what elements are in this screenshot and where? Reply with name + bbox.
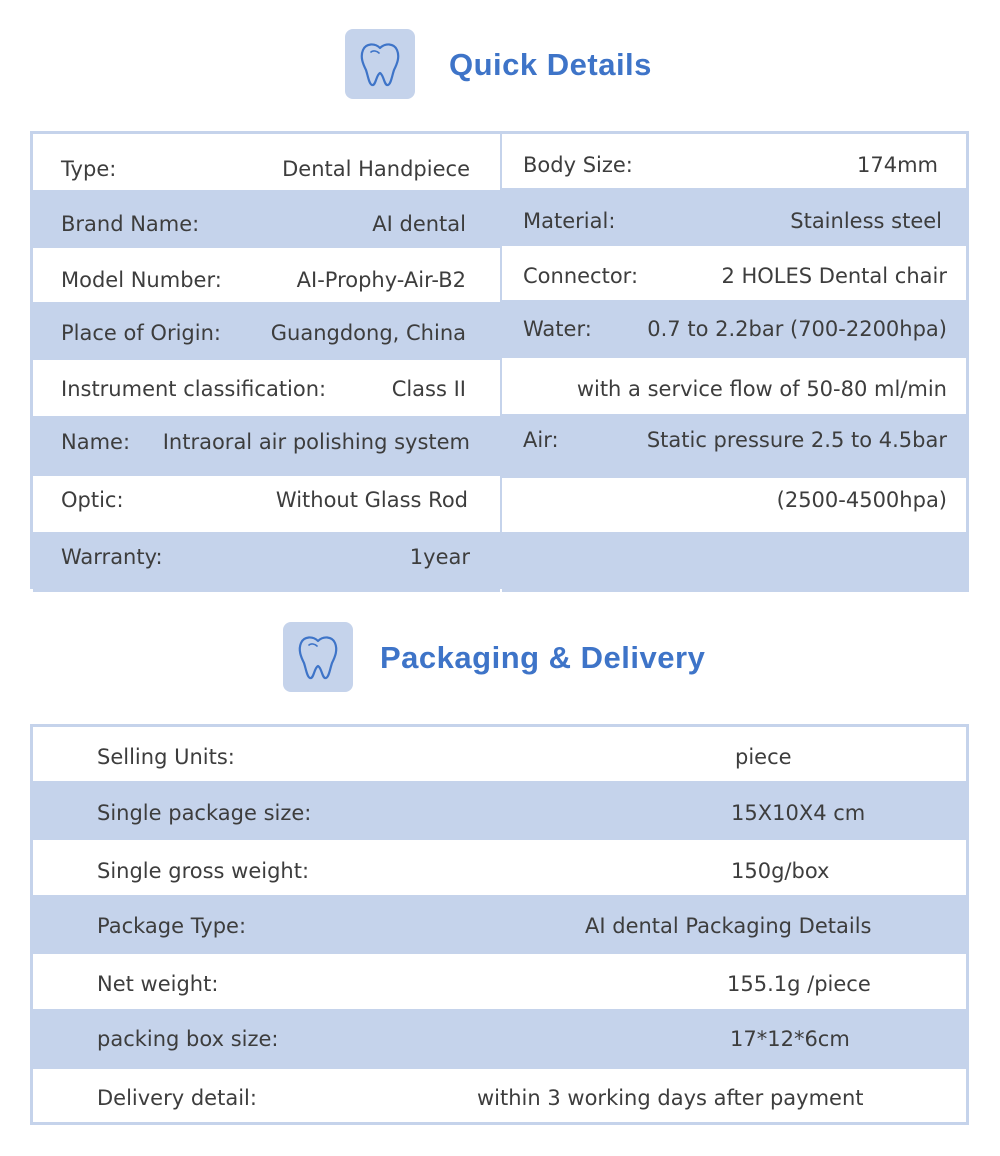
row-value: Dental Handpiece bbox=[282, 157, 470, 181]
quick-details-title: Quick Details bbox=[449, 47, 652, 82]
table-row bbox=[33, 360, 500, 416]
table-row bbox=[502, 532, 969, 592]
row-value: Without Glass Rod bbox=[275, 488, 468, 512]
row-label: Selling Units: bbox=[97, 745, 235, 769]
row-label: Place of Origin: bbox=[61, 321, 221, 345]
row-label: Single package size: bbox=[97, 801, 312, 825]
row-value: 1year bbox=[409, 545, 470, 569]
row-label: Water: bbox=[523, 317, 592, 341]
table-row bbox=[33, 727, 966, 781]
tooth-icon bbox=[283, 622, 353, 692]
quick-details-heading bbox=[0, 29, 1000, 101]
row-label: Type: bbox=[61, 157, 117, 181]
row-label: Warranty: bbox=[61, 545, 163, 569]
row-value: within 3 working days after payment bbox=[477, 1086, 864, 1110]
row-label: Single gross weight: bbox=[97, 859, 310, 883]
table-row bbox=[33, 1009, 966, 1069]
row-value: Stainless steel bbox=[790, 209, 942, 233]
table-row bbox=[33, 532, 500, 592]
row-label: Connector: bbox=[523, 264, 639, 288]
row-label: Optic: bbox=[61, 488, 124, 512]
table-row bbox=[502, 414, 969, 478]
table-row bbox=[33, 190, 500, 248]
row-value: AI dental bbox=[372, 212, 466, 236]
table-row bbox=[33, 248, 500, 302]
table-row bbox=[33, 954, 966, 1009]
row-value: with a service flow of 50-80 ml/min bbox=[576, 377, 947, 401]
quick-details-left-column bbox=[33, 134, 500, 592]
row-value: piece bbox=[735, 745, 792, 769]
table-row bbox=[33, 134, 500, 190]
table-row bbox=[33, 781, 966, 840]
row-value: 150g/box bbox=[731, 859, 830, 883]
packaging-table bbox=[30, 724, 969, 1125]
table-row bbox=[33, 476, 500, 532]
table-row bbox=[502, 358, 969, 414]
row-label: Body Size: bbox=[523, 153, 633, 177]
row-value: 0.7 to 2.2bar (700-2200hpa) bbox=[647, 317, 947, 341]
table-row bbox=[502, 246, 969, 300]
table-row bbox=[33, 840, 966, 895]
row-value: Intraoral air polishing system bbox=[162, 430, 470, 454]
tooth-icon bbox=[345, 29, 415, 99]
table-row bbox=[502, 188, 969, 246]
row-value: 15X10X4 cm bbox=[731, 801, 866, 825]
row-label: Net weight: bbox=[97, 972, 219, 996]
row-label: Material: bbox=[523, 209, 616, 233]
row-value: (2500-4500hpa) bbox=[776, 488, 947, 512]
quick-details-right-column bbox=[502, 134, 969, 592]
row-value: Guangdong, China bbox=[270, 321, 466, 345]
table-row bbox=[33, 302, 500, 360]
table-row bbox=[33, 416, 500, 476]
quick-details-table bbox=[30, 131, 969, 589]
row-label: packing box size: bbox=[97, 1027, 279, 1051]
table-row bbox=[502, 134, 969, 188]
table-row bbox=[502, 300, 969, 358]
row-label: Brand Name: bbox=[61, 212, 200, 236]
row-value: AI dental Packaging Details bbox=[585, 914, 872, 938]
row-label: Name: bbox=[61, 430, 131, 454]
row-value: Class II bbox=[391, 377, 466, 401]
row-value: AI-Prophy-Air-B2 bbox=[296, 268, 466, 292]
row-label: Package Type: bbox=[97, 914, 247, 938]
packaging-title: Packaging & Delivery bbox=[380, 640, 706, 675]
row-label: Delivery detail: bbox=[97, 1086, 257, 1110]
table-row bbox=[502, 478, 969, 532]
row-value: 2 HOLES Dental chair bbox=[721, 264, 947, 288]
table-row bbox=[33, 1069, 966, 1125]
row-value: 17*12*6cm bbox=[730, 1027, 850, 1051]
row-label: Instrument classification: bbox=[61, 377, 327, 401]
row-value: 174mm bbox=[857, 153, 938, 177]
row-value: Static pressure 2.5 to 4.5bar bbox=[646, 428, 947, 452]
row-value: 155.1g /piece bbox=[727, 972, 871, 996]
packaging-heading bbox=[0, 622, 1000, 694]
row-label: Model Number: bbox=[61, 268, 222, 292]
table-row bbox=[33, 895, 966, 954]
row-label: Air: bbox=[523, 428, 559, 452]
